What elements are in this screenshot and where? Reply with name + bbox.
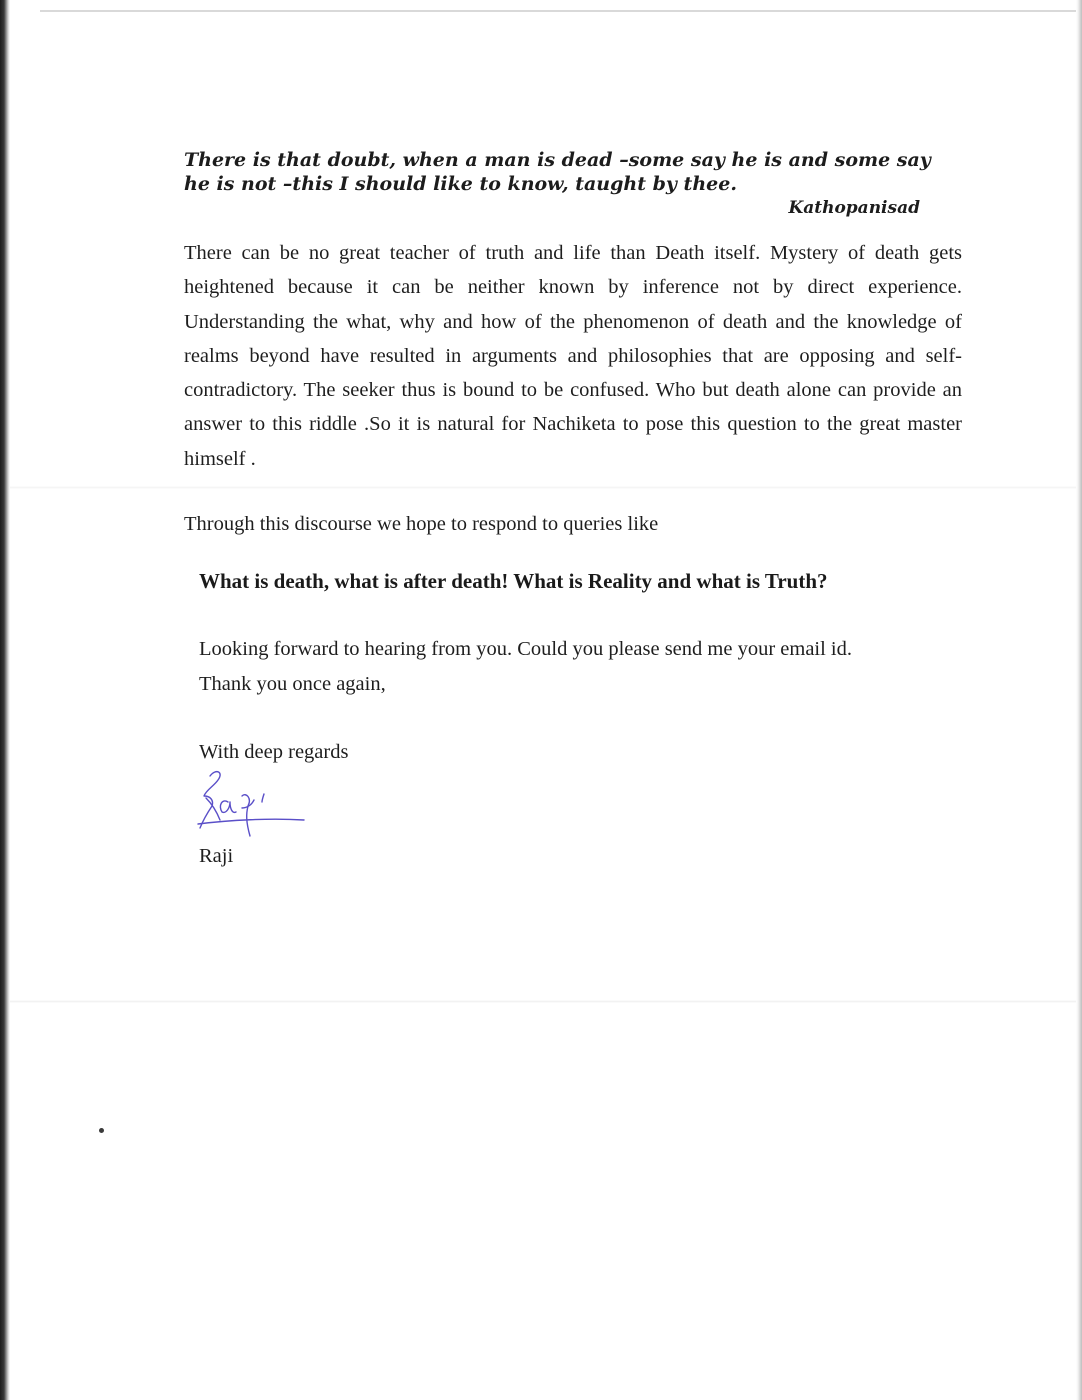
epigraph-source: Kathopanisad: [788, 198, 920, 218]
paper-fold-line: [10, 1000, 1076, 1003]
closing-regards: With deep regards: [199, 741, 349, 763]
handwritten-signature: [190, 762, 310, 840]
key-question: What is death, what is after death! What is Reality and what is Truth?: [199, 569, 828, 593]
closing-thanks: Thank you once again,: [199, 673, 386, 695]
scan-edge-right: [1076, 0, 1082, 1400]
body-paragraph: There can be no great teacher of truth and life than Death itself. Mystery of death gets heightened because it can be neither known by inference not by direct experience. Understanding the what, why and how of the phenomenon of death and the knowledge of realms beyond have resulted in arguments and philosophies that are opposing and self-contradictory. The seeker thus is bound to be confused. Who but death alone can provide an answer to this riddle .So it is natural for Nachiketa to pose this question to the great master himself .: [184, 242, 962, 470]
scan-edge-left: [0, 0, 10, 1400]
intro-line: Through this discourse we hope to respond to queries like: [184, 513, 659, 535]
closing-request: Looking forward to hearing from you. Could you please send me your email id.: [199, 638, 853, 660]
signatory-name: Raji: [199, 845, 234, 867]
scan-edge-top: [40, 10, 1082, 12]
scan-speck: [99, 1128, 104, 1133]
paper-fold-line: [10, 486, 1076, 489]
epigraph-quote: There is that doubt, when a man is dead –some say he is and some say he is not –this I should like to know, taught by thee.: [184, 149, 931, 195]
